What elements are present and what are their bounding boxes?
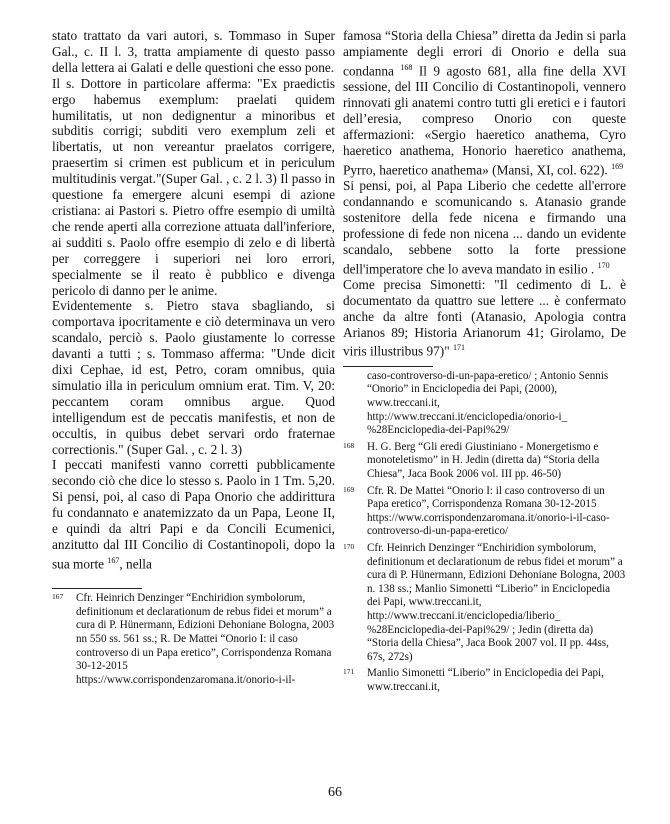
footnote-text: Manlio Simonetti “Liberio” in Enciclopedia dei Papi, www.treccani.it, bbox=[367, 667, 604, 693]
footnote-continuation bbox=[343, 370, 626, 438]
footnote bbox=[343, 667, 626, 694]
footnote-ref: 171 bbox=[452, 343, 465, 353]
footnote-number: 169 bbox=[343, 484, 355, 494]
footnote-number: 167 bbox=[52, 592, 64, 602]
footnote-text: Cfr. Heinrich Denzinger “Enchiridion symbolorum, definitionum et declarationum de rebus fidei et morum” a cura di P. Hünermann, Edizioni Dehoniane Bologna, 2003 n. 138 ss.; Manlio Simonetti “Liberio” in Enciclopedia dei Papi, www.treccani.it, http://www.treccani.it/enciclopedia/liberio_ %28Enciclopedia-dei-Papi%29/ ; Jedin (diretta da) “Storia della Chiesa”, Jaca Book 2007 vol. II pp. 44ss, 67s, 272s) bbox=[367, 541, 626, 663]
footnote-text: Cfr. R. De Mattei “Onorio I: il caso controverso di un Papa eretico”, Corrispondenza Romana 30-12-2015 https://www.corrispondenzaromana.it/onorio-i-il-caso-controverso-di-un-papa-eretico/ bbox=[367, 484, 610, 538]
body-paragraph: stato trattato da vari autori, s. Tommaso in Super Gal., c. II l. 3, tratta ampiamente di questo passo della lettera ai Galati e delle questioni che esso pone. bbox=[52, 28, 335, 75]
body-paragraph: Il s. Dottore in particolare afferma: "Ex praedictis ergo habemus exemplum: praelati quidem humilitatis, ut non dedignentur a minoribus et subditis corrigi; subditi vero exemplum zeli et libertatis, ut non vereantur praelatos corrigere, praesertim si crimen est publicum et in periculum multitudinis vergat."(Super Gal. , c. 2 l. 3) Il passo in questione fa emergere alcuni esempi di azione cristiana: ai Pastori s. Pietro offre esempio di umiltà che rende aperti alla correzione attuata dall'inferiore, ai sudditi s. Paolo offre esempio di zelo e di libertà per correggere i superiori nei loro errori, specialmente se il reato è pubblico e divenga pericolo di danno per le anime. bbox=[52, 75, 335, 298]
footnote bbox=[52, 592, 335, 687]
footnote-number: 171 bbox=[343, 667, 355, 677]
footnote-text: caso-controverso-di-un-papa-eretico/ ; Antonio Sennis “Onorio” in Enciclopedia dei Papi, (2000), www.treccani.it, http://www.treccani.it/enciclopedia/onorio-i_ %28Enciclopedia-dei-Papi%29/ bbox=[367, 369, 609, 437]
paragraph-text: famosa “Storia della Chiesa” diretta da Jedin si parla ampiamente degli errori di Onorio e della sua condanna bbox=[343, 28, 626, 79]
paragraph-text: Si pensi, poi, al Papa Liberio che cedette all'errore condannando e scomunicando s. Atanasio grande sostenitore della fede nicena e firmando una professione di fede non nicena ... dando un evidente scandalo, sebbene sotto la forte pressione dell'imperatore che lo aveva mandato in esilio . bbox=[343, 178, 626, 276]
paragraph-text: Il 9 agosto 681, alla fine della XVI sessione, del III Concilio di Costantinopoli, vennero rinnovati gli anatemi contro tutti gli eretici e i fautori dell’eresia, compreso Onorio con queste affermazioni: «Sergio haeretico anathema, Cyro haeretico anathema, Honorio haeretico anathema, Pyrro, haeretico anathema» (Mansi, XI, col. 622). bbox=[343, 63, 626, 178]
paragraph-text: , nella bbox=[119, 556, 152, 572]
paragraph-text: Come precisa Simonetti: "Il cedimento di L. è documentato da quattro sue lettere ... è confermato anche da altre fonti (Atanasio, Apologia contra Arianos 89; Historia Arianorum 41; Girolamo, De viris illustribus 97)" bbox=[343, 276, 626, 359]
footnote bbox=[343, 441, 626, 482]
left-column bbox=[52, 28, 335, 687]
footnote-number: 168 bbox=[343, 440, 355, 450]
right-column bbox=[343, 28, 626, 694]
footnote-ref: 168 bbox=[400, 62, 413, 72]
page-number: 66 bbox=[328, 785, 342, 800]
footnote-ref: 170 bbox=[597, 260, 610, 270]
footnote-text: Cfr. Heinrich Denzinger “Enchiridion symbolorum, definitionum et declarationum de rebus fidei et morum” a cura di P. Hünermann, Edizioni Dehoniane Bologna, 2003 nn 550 ss. 561 ss.; R. De Mattei “Onorio I: il caso controverso di un Papa eretico”, Corrispondenza Romana 30-12-2015 https://www.corrispondenzaromana.it/onorio-i-il- bbox=[76, 592, 335, 686]
footnote bbox=[343, 542, 626, 664]
body-paragraph bbox=[52, 489, 335, 572]
body-paragraph bbox=[343, 178, 626, 277]
body-paragraph bbox=[343, 28, 626, 178]
body-paragraph bbox=[343, 277, 626, 360]
paragraph-text: Si pensi, poi, al caso di Papa Onorio che addirittura fu condannato e anatemizzato da un Papa, Leone II, e quindi da altri Papi e da Concili Ecumenici, anzitutto dal III Concilio di Costantinopoli, dopo la sua morte bbox=[52, 489, 335, 572]
footnote bbox=[343, 485, 626, 539]
footnote-text: H. G. Berg “Gli eredi Giustiniano - Monergetismo e monoteletismo” in H. Jedin (diretta da) “Storia della Chiesa”, Jaca Book 2006 vol. III pp. 46-50) bbox=[367, 440, 600, 480]
footnote-separator bbox=[52, 588, 142, 589]
footnote-ref: 169 bbox=[611, 161, 624, 171]
body-paragraph: Evidentemente s. Pietro stava sbagliando, si comportava ipocritamente e ciò determinava un vero scandalo, perciò s. Paolo giustamente lo corresse davanti a tutti ; s. Tommaso afferma: "Unde dicit dixi Cephae, id est, Petro, coram omnibus, quia simulatio illa in periculum omnium erat. Tim. V, 20: peccantem coram omnibus argue. Quod intelligendum est de peccatis manifestis, et non de occultis, in quibus debet servari ordo fraternae correctionis." (Super Gal. , c. 2 l. 3) bbox=[52, 298, 335, 457]
footnote-ref: 167 bbox=[107, 555, 120, 565]
footnote-separator bbox=[343, 366, 433, 367]
body-paragraph: I peccati manifesti vanno corretti pubblicamente secondo ciò che dice lo stesso s. Paolo in 1 Tm. 5,20. bbox=[52, 457, 336, 489]
footnote-number: 170 bbox=[343, 541, 355, 551]
